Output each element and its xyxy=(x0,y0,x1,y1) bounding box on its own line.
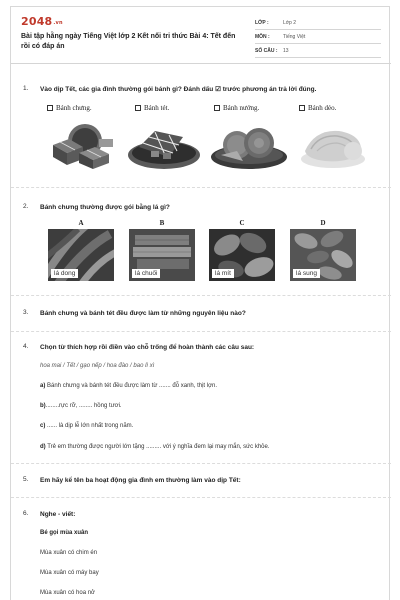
option-label: Bánh nướng. xyxy=(223,104,260,112)
leaf-label: lá sung xyxy=(293,269,320,278)
word-bank: hoa mai / Tết / gạo nếp / hoa đào / bao lì xì xyxy=(40,363,155,369)
question-number: 4. xyxy=(23,343,29,350)
question-number: 1. xyxy=(23,85,29,92)
leaf-label: lá chuối xyxy=(132,269,160,278)
logo-sub: .vn xyxy=(53,20,63,26)
checkbox-icon[interactable] xyxy=(214,105,220,111)
meta-value: 13 xyxy=(283,47,289,54)
poem-line: Mùa xuân có chim én xyxy=(40,550,98,556)
meta-row-subject xyxy=(255,30,381,44)
fill-item-a xyxy=(40,382,217,390)
option-letter-b: B xyxy=(159,219,165,227)
banh-deo-image xyxy=(295,121,371,173)
page-title: Bài tập hằng ngày Tiếng Việt lớp 2 Kết nối tri thức Bài 4: Tết đến rồi có đáp án xyxy=(21,33,236,50)
item-prefix: d) xyxy=(40,444,46,450)
meta-row-count xyxy=(255,44,381,58)
checkbox-icon[interactable] xyxy=(135,105,141,111)
meta-row-grade xyxy=(255,16,381,30)
site-logo[interactable] xyxy=(21,15,63,28)
poem-title: Bé gọi mùa xuân xyxy=(40,530,89,536)
leaf-dong-image[interactable] xyxy=(48,229,114,281)
leaf-label: lá mít xyxy=(212,269,234,278)
checkbox-icon[interactable] xyxy=(47,105,53,111)
question-divider xyxy=(11,497,391,498)
banh-chung-image xyxy=(39,119,119,171)
question-divider xyxy=(11,331,391,332)
item-text: ........rực rỡ, ........ hồng tươi. xyxy=(45,403,122,409)
option-banh-deo[interactable] xyxy=(299,104,336,112)
item-text: ...... là dịp lễ lớn nhất trong năm. xyxy=(45,423,134,429)
leaf-mit-image[interactable] xyxy=(209,229,275,281)
option-label: Bánh tét. xyxy=(144,104,170,112)
option-banh-chung[interactable] xyxy=(47,104,92,112)
item-prefix: c) xyxy=(40,423,46,429)
meta-info xyxy=(255,16,381,58)
option-label: Bánh chưng. xyxy=(56,104,92,112)
meta-value: Lớp 2 xyxy=(283,19,297,26)
item-prefix: a) xyxy=(40,383,46,389)
meta-label: MÔN : xyxy=(255,33,270,40)
option-letter-a: A xyxy=(78,219,84,227)
checkbox-icon[interactable] xyxy=(299,105,305,111)
fill-item-d xyxy=(40,443,270,451)
fill-item-b xyxy=(40,402,122,410)
leaf-label: lá dong xyxy=(51,269,78,278)
meta-label: LỚP : xyxy=(255,19,269,26)
option-letter-d: D xyxy=(320,219,326,227)
question-number: 2. xyxy=(23,203,29,210)
question-divider xyxy=(11,463,391,464)
banh-tet-image xyxy=(125,123,203,173)
option-letter-c: C xyxy=(239,219,245,227)
option-label: Bánh dẻo. xyxy=(308,104,337,112)
worksheet-page xyxy=(10,6,390,600)
question-text: Bánh chưng và bánh tét đều được làm từ những nguyên liệu nào? xyxy=(40,310,246,317)
question-number: 6. xyxy=(23,510,29,517)
item-prefix: b) xyxy=(40,403,46,409)
item-text: Bánh chưng và bánh tét đều được làm từ ....... đỗ xanh, thịt lợn. xyxy=(45,383,218,389)
meta-label: SỐ CÂU : xyxy=(255,47,278,54)
poem-line: Mùa xuân có máy bay xyxy=(40,570,99,576)
header-divider xyxy=(11,63,391,64)
fill-item-c xyxy=(40,422,133,430)
option-banh-tet[interactable] xyxy=(135,104,169,112)
leaf-chuoi-image[interactable] xyxy=(129,229,195,281)
banh-nuong-image xyxy=(209,121,289,173)
question-number: 5. xyxy=(23,476,29,483)
leaf-sung-image[interactable] xyxy=(290,229,356,281)
question-text: Vào dịp Tết, các gia đình thường gói bánh gì? Đánh dấu ☑ trước phương án trả lời đúng. xyxy=(40,86,317,93)
poem-line: Mùa xuân có hoa nở xyxy=(40,590,95,596)
question-divider xyxy=(11,295,391,296)
meta-value: Tiếng Việt xyxy=(283,33,306,40)
logo-main: 2048 xyxy=(21,15,53,28)
question-text: Em hãy kể tên ba hoạt động gia đình em thường làm vào dịp Tết: xyxy=(40,477,241,484)
question-divider xyxy=(11,187,391,188)
question-text: Bánh chưng thường được gói bằng lá gì? xyxy=(40,204,170,211)
option-banh-nuong[interactable] xyxy=(214,104,259,112)
header xyxy=(11,7,391,59)
question-text: Chọn từ thích hợp rồi điền vào chỗ trống để hoàn thành các câu sau: xyxy=(40,344,255,351)
question-text: Nghe - viết: xyxy=(40,511,76,518)
item-text: Trẻ em thường được người lớn tặng ......... với ý nghĩa đem lại may mắn, sức khỏe. xyxy=(45,444,270,450)
question-number: 3. xyxy=(23,309,29,316)
